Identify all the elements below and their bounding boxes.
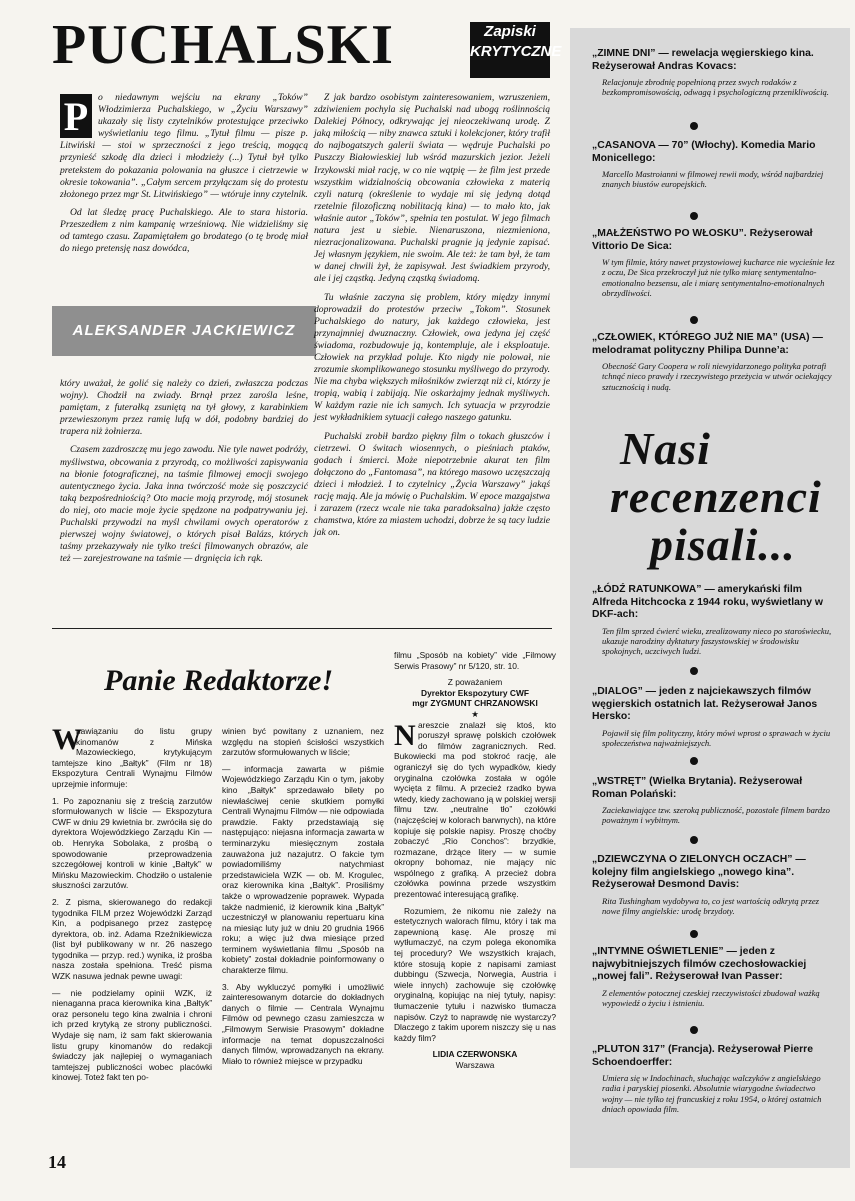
article-paragraph: Tu właśnie zaczyna się problem, który między innymi doprowadził do protestów przeciw „Tokom”. Stosunek Puchalskiego do natury, jak każdego człowieka, jest przynajmniej dwuznaczny. Człowiek, owa jedyna jej część świadoma, rozbudowuje ją, kontempluje, ale i eksploatuje. Człowiek na przykład poluje. Kto nigdy nie polował, nie zrozumie skomplikowanego stosunku myśliwego do przyrody. Nie ma chyba większych miłośników zwierząt niż ci, którzy je tropią, wabią i zabijają. Nie oskarżajmy jednak myśliwych. W każdym razie nie ich samych. Ich sytuacja w przyrodzie jest wykładnikiem sytuacji całego naszego gatunku. [314, 291, 550, 424]
bullet-icon [690, 1026, 698, 1034]
review-item [592, 1044, 838, 1115]
article-paragraph: Z jak bardzo osobistym zainteresowaniem, wzruszeniem, zdziwieniem pochyla się Puchalski nad ubogą roślinnością Dalekiej Północy, odkrywając jej nieoczekiwaną urodę. Z jaką miłością — niby znawca sztuki i kolekcjoner, który trafił do najbogatszych galerii świata — wędruje Puchalski po Puszczy Białowieskiej lub wśród mazurskich jezior. Jeżeli Irzykowski miał rację, w co nie wątpię — że film jest przede wszystkim widzialnością obcowania człowieka z materią czyli naturą (określenie to wydaje mi się jedyną dotąd rzetelnie filozoficzną nobilitacją kina) — to mało kto, jak właśnie autor „Toków”, spełnia ten postulat. W jego filmach natura jest u siebie. Nienaruszona, niezmieniona, niezracjonalizowana. Puchalski pragnie ją jedynie zapisać. Jej własnym językiem, nie swoim. Ale też: że tam był, że tam w danej chwili żył, że zapisywał. Jest świadkiem przyrody, ale i jej cząstką. Jedyną cząstką świadomą. [314, 92, 550, 285]
badge-line2: KRYTYCZNE [470, 43, 562, 60]
review-heading: „CZŁOWIEK, KTÓREGO JUŻ NIE MA” (USA) — melodramat polityczny Philipa Dunne’a: [592, 332, 823, 356]
review-quote: Pojawił się film polityczny, który mówi wprost o sprawach w życiu społeczeństwa najważniejszych. [602, 727, 831, 748]
review-item [592, 332, 838, 392]
page-title: PUCHALSKI [52, 14, 394, 76]
letter-column-1 [52, 723, 212, 1089]
review-item [592, 228, 838, 299]
letter-paragraph: 3. Aby wykluczyć pomyłki i umożliwić zainteresowanym dotarcie do dokładnych danych o filmie — Centrala Wynajmu Filmów od pewnego czasu zamieszcza w „Filmowym Serwisie Prasowym” dokładne informacje na temat dopuszczalności danych filmów, wprowadzanych na ekrany. Miało to również miejsce w przypadku [222, 981, 384, 1066]
page-number: 14 [48, 1152, 66, 1172]
review-heading: „ZIMNE DNI” — rewelacja węgierskiego kina. Reżyserował Andras Kovacs: [592, 48, 814, 72]
letter-paragraph: winien być powitany z uznaniem, nez względu na stopień ścisłości wszystkich zarzutów sformułowanych w liście; [222, 726, 384, 758]
article-column-1 [60, 92, 308, 261]
article-column-1-lower [60, 378, 308, 571]
signature-line: mgr ZYGMUNT CHRZANOWSKI [412, 698, 538, 709]
letter-paragraph: filmu „Sposób na kobiety” vide „Filmowy Serwis Prasowy” nr 5/120, str. 10. [394, 650, 556, 671]
bullet-icon [690, 930, 698, 938]
signature-line: Dyrektor Ekspozytury CWF [421, 687, 529, 698]
review-item [592, 48, 838, 98]
letter-paragraph: Rozumiem, że nikomu nie zależy na estetycznych walorach filmu, który i tak ma zapewnioną kasę. Ale proszę mi wytłumaczyć, na czym polega ekonomika tej procedury? We wszystkich krajach, które stosują kopie z napisami zamiast dubbingu (Szwecja, Norwegia, Austria i wiele innych) zachowuje się czołówkę oryginalną, kopiując na niej tytuły, napisy: tłumaczenie tytułu i nazwisko tłumacza napisów. Czyż to naprawdę nie wystarczy? Dlaczego z takim uporem niszczy się u nas każdy film? [394, 905, 556, 1043]
letter-column-3 [394, 650, 556, 1071]
letter-dropcap: N [394, 718, 416, 752]
bullet-icon [690, 757, 698, 765]
review-quote: Rita Tushingham wydobywa to, co jest wartością odkrytą przez nowe filmy angielskie: urodę brzydoty. [602, 895, 819, 916]
letter-heading: Panie Redaktorze! [104, 664, 334, 697]
sidebar-heading-line: pisali... [650, 519, 796, 570]
letter-paragraph: 2. Z pisma, skierowanego do redakcji tygodnika FILM przez Wojewódzki Zarząd Kin, a podpisanego przez zastępcę dyrektora, ob. inż. Adama Rzeźnikiewicza (list był publikowany w nr. 26 naszego tygodnika — przyp. red.) wynika, iż prośba nasza została spełniona. Treść pisma WZK nasuwa jednak pewne uwagi: [52, 896, 212, 982]
article-paragraph: o niedawnym wejściu na ekrany „Toków” Włodzimierza Puchalskiego, w „Życiu Warszawy” ukazały się listy czytelników protestujące przeciwko wyświetlaniu tego filmu. „Tytuł filmu — pisze p. Litwiński — stoi w sprzeczności z jego treścią, mogącą przynieść szkodę dla dzieci i młodzieży (...) Tytuł był tylko pretekstem do pokazania polowania na głuszce i cietrzewie w okresie tokowania”. „Całym sercem przyłączam się do protestu złożonego przez mgr St. Litwińskiego” — wtóruje inny czytelnik. [60, 92, 308, 200]
section-divider [52, 628, 552, 629]
letter-paragraph: — informacja zawarta w piśmie Wojewódzkiego Zarządu Kin o tym, jakoby kino „Bałtyk” sprzedawało bilety po niewłaściwej cenie skutkiem pomyłki Centrali Wynajmu Filmów — nie odpowiada prawdzie. Fakty przedstawiają się następująco: niejasna informacja zawarta w terminarzyku miesięcznym została zauważona już nazajutrz. O fakcie tym powiadomiliśmy natychmiast przedstawiciela WZK — ob. M. Krogulec, oraz kierownika kina „Bałtyk”. Prosiliśmy także o wprowadzenie poprawek. Wypada także nadmienić, iż kierownik kina „Bałtyk” uczestniczył w planowaniu repertuaru kina na miesiąc luty już w dniu 20 grudnia 1966 roku; a więc już dwa miesiące przed terminem wyświetlania filmu „Sposób na kobiety” został dokładnie poinformowany o charakterze filmu. [222, 763, 385, 976]
review-heading: „DIALOG” — jeden z najciekawszych filmów węgierskich ostatnich lat. Reżyserował Janos Hersko: [592, 686, 818, 722]
review-item [592, 854, 838, 916]
letter-paragraph: areszcie znalazł się ktoś, kto poruszył sprawę polskich czołówek do filmów zagranicznych. Red. Bukowiecki ma pod stokroć rację, ale ograniczył się do tych wypadków, kiedy oryginalna czołówka została w ogóle wycięta z filmu. A przecież rzadko bywa wtedy, kiedy zachowano ją w polskiej wersji filmu tzw. „neutralne tło” czołówki (najczęściej w kolorach barwnych), na które kopiuje się polskie napisy. Proszę choćby zobaczyć „Rio Conchos”: brzydkie, rozmazane, drżące litery — w sumie okropny bohomaz, nie mający nic wspólnego z grafiką. A przecież dobra czołówka powinna przede wszystkim prezentować interesującą grafikę. [394, 719, 556, 900]
star-icon: ★ [471, 708, 479, 719]
review-item [592, 584, 838, 657]
review-heading: „CASANOVA — 70” (Włochy). Komedia Mario Monicellego: [592, 140, 816, 164]
letter-paragraph: nawiązaniu do listu grupy kinomanów z Mińska Mazowieckiego, krytykującym tamtejsze kino „Bałtyk” (Film nr 18) Ekspozytura Centrali Wynajmu Filmów uprzejmie informuje: [52, 726, 212, 789]
review-quote: Relacjonuje zbrodnię popełnioną przez swych rodaków z bezkompromisowością, odwagą i psychologiczną przenikliwością. [602, 77, 829, 98]
review-item [592, 776, 838, 826]
bullet-icon [690, 212, 698, 220]
bullet-icon [690, 122, 698, 130]
letter-paragraph: 1. Po zapoznaniu się z treścią zarzutów sformułowanych w liście — Ekspozytura CWF w dniu 29 kwietnia br. zwróciła się do dyrektora Wojewódzkiego Zarządu Kin — ob. Henryka Sobolaka, z prośbą o spowodowanie przeprowadzenia szczegółowej kontroli w kinie „Bałtyk” w Mińsku Mazowieckim. Chodziło o ustalenie słuszności zarzutów. [52, 795, 212, 891]
review-heading: „WSTRĘT” (Wielka Brytania). Reżyserował Roman Polański: [592, 776, 803, 800]
review-heading: „PLUTON 317” (Francja). Reżyserował Pierre Schoendoerffer: [592, 1044, 813, 1068]
badge-line1: Zapiski [484, 23, 536, 40]
review-heading: „ŁÓDŹ RATUNKOWA” — amerykański film Alfreda Hitchcocka z 1944 roku, wyświetlany w DKF-ach: [592, 584, 823, 620]
letter-signature [394, 1049, 556, 1070]
article-dropcap: P [60, 94, 92, 138]
article-paragraph: który uważał, że golić się należy co dzień, zwłaszcza podczas wojny). Chodził na zwiady. Brnął przez zarośla leśne, pamiętam, z futerałką zsuniętą na tył głowy, z karabinkiem przewieszonym przez ramię lufą w dół, podobny bardziej do trapera niż żołnierza. [60, 378, 308, 438]
article-column-2 [314, 92, 550, 545]
article-paragraph: Czasem zazdroszczę mu jego zawodu. Nie tyle nawet podróży, myśliwstwa, obcowania z przyrodą, co możliwości zapisywania na błonie fotograficznej, na taśmie filmowej emocji swojego autentycznego życia. Jaka inna twórczość może się poszczycić taką bezpośredniością? Oto macie moją przyrodę, mój stosunek do niej, oto macie moje życie spędzone na podpatrywaniu jej. Puchalski przywodzi na myśl chwilami owych operatorów z pierwszej wojny światowej, o których pisał Balázs, których taśmy przekazywały nie tylko treści filmowanych obrazów, ale też — zarejestrowane na taśmie — drgnięcia ich rąk. [60, 444, 308, 565]
review-quote: Obecność Gary Coopera w roli niewyidarzonego polityka potrafi tchnąć nieco prawdy i rzeczywistego przeżycia w utwór ociekający sztucznością i nudą. [602, 361, 832, 392]
review-quote: Zaciekawiające tzw. szeroką publiczność, pozostałe filmem bardzo poważnym i wybitnym. [602, 805, 830, 826]
letter-author: LIDIA CZERWONSKA [432, 1049, 518, 1060]
section-badge [470, 22, 562, 78]
signature-block [394, 677, 556, 719]
review-quote: Umiera się w Indochinach, słuchając walczyków z angielskiego radia i paryskiej piosenki. Absolutnie wiarygodne świadectwo wojny — nie tylko tej francuskiej z roku 1954, o której ostatnich dniach opowiada film. [602, 1073, 822, 1115]
author-byline: ALEKSANDER JACKIEWICZ [52, 306, 316, 356]
letter-paragraph: — nie podzielamy opinii WZK, iż nienaganna praca kierownika kina „Bałtyk” oraz personelu tego kina zwalnia i chroni ich przed krytyką ze strony publiczności. Wydaje się nam, iż sam fakt skierowania listu grupy kinomanów do redakcji świadczy jak najlepiej o wymaganiach tamtejszej publiczności wobec placówki kinowej. Toteż fakt ten po- [52, 987, 212, 1083]
review-item [592, 946, 838, 1008]
review-heading: „INTYMNE OŚWIETLENIE” — jeden z najwybitniejszych filmów czechosłowackiej „nowej fali”. Reżyserował Ivan Passer: [592, 946, 807, 982]
review-quote: Z elementów potocznej czeskiej rzeczywistości zbudował ważką wypowiedź o życiu i istnieniu. [602, 987, 820, 1008]
bullet-icon [690, 836, 698, 844]
article-paragraph: Od lat śledzę pracę Puchalskiego. Ale to stara historia. Przeszedłem z nim kampanię wrześniową. Nie widzieliśmy się od tamtego czasu. Zapamiętałem go brodatego (o tę brodę miał do niego pretensję nasz dowódca, [60, 206, 308, 255]
review-quote: Ten film sprzed ćwierć wieku, zrealizowany nieco po staroświecku, ukazuje narodziny dyktatury faszystowskiej w środowisku spokojnych, uczciwych ludzi. [602, 625, 832, 657]
bullet-icon [690, 316, 698, 324]
letter-city: Warszawa [455, 1059, 495, 1070]
review-item [592, 140, 838, 190]
letter-column-2 [222, 726, 384, 1072]
letter-dropcap: W [52, 723, 82, 756]
bullet-icon [690, 667, 698, 675]
sidebar-heading [610, 423, 822, 570]
review-quote: Marcello Mastroianni w filmowej rewii mody, wśród najbardziej znanych biustów europejskich. [602, 169, 824, 190]
review-quote: W tym filmie, który nawet przystowiowej kucharce nie wycieśnie łez z oczu, De Sica przekroczył już nie tylko miarę sentymentalno-emotionalno bezsensu, ale i miarę sentymentalno-emotionalnych obrzydliwości. [602, 257, 835, 299]
sidebar-heading-line: recenzenci [610, 471, 822, 522]
article-paragraph: Puchalski zrobił bardzo piękny film o tokach głuszców i cietrzewi. O świtach wiosennych, o pieśniach ptaków, godach i śmierci. Może niepotrzebnie akurat ten film dołączono do „Fantomasa”, na którego masowo uczęszczają dzieci i młodzież. I to czytelnicy „Życia Warszawy” jakąś rację mają. Ale ja mówię o Puchalskim. W epoce mazgajstwa i zarazem (rzecz wcale nie taka paradoksalna) jakże często chamstwa, które za miastem uchodzi, dobrze że są tacy ludzie jak on. [314, 430, 550, 539]
review-item [592, 686, 838, 748]
review-heading: „DZIEWCZYNA O ZIELONYCH OCZACH” — kolejny film angielskiego „nowego kina”. Reżyserował Desmond Davis: [592, 854, 806, 890]
sidebar-heading-line: Nasi [620, 423, 711, 474]
review-heading: „MAŁŻEŃSTWO PO WŁOSKU”. Reżyserował Vittorio De Sica: [592, 228, 813, 252]
signature-line: Z poważaniem [447, 677, 503, 688]
